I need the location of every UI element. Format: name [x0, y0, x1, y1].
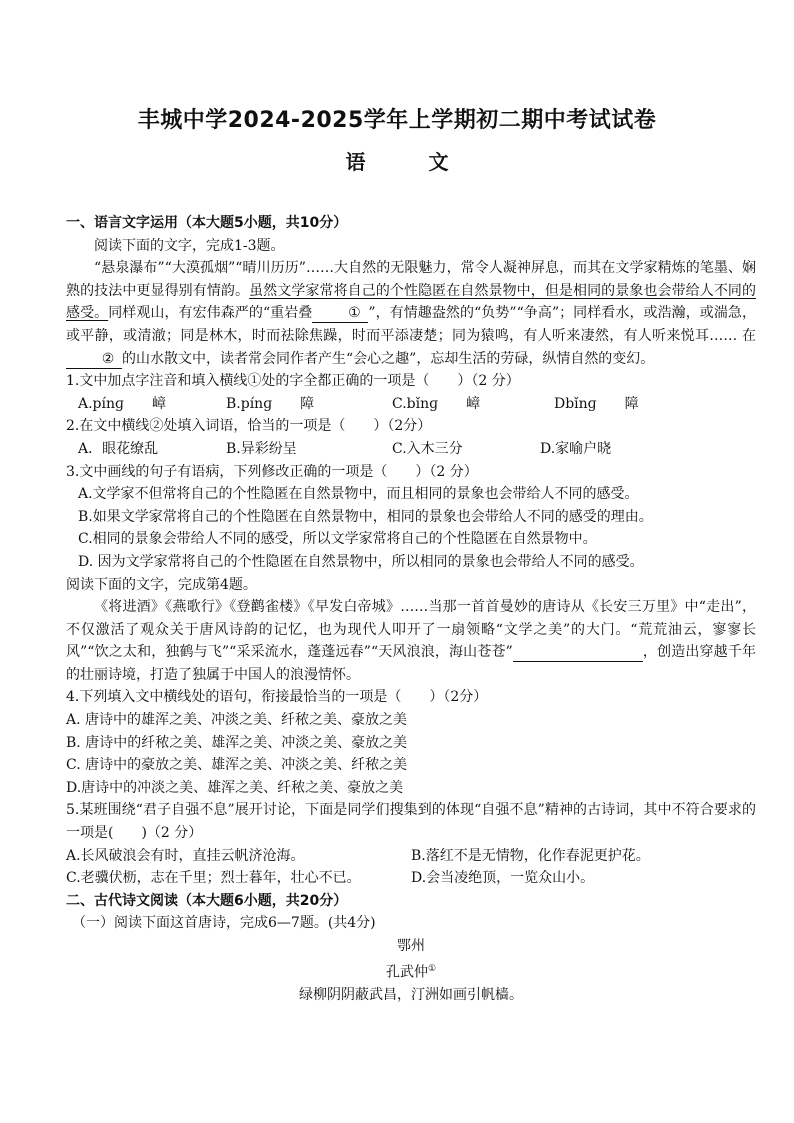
q1-option-d: Dbǐnɡ 障 — [554, 395, 639, 412]
q2-option-b: B.异彩纷呈 — [226, 440, 297, 457]
poem-author — [66, 958, 756, 984]
poem-line-1: 绿柳阴阴蔽武昌，汀洲如画引帆樯。 — [299, 986, 523, 1003]
passage-2-part2: ，创造出穿越千年的壮丽诗境，打造了独属于中国人的浪漫情怀。 — [66, 644, 756, 683]
question-5-options-row-1 — [66, 845, 756, 868]
q5-option-b: B.落红不是无情物，化作春泥更护花。 — [411, 847, 650, 864]
blank-2: ② — [66, 351, 122, 369]
section2-heading: 二、古代诗文阅读（本大题6小题，共20分） — [66, 892, 348, 909]
question-2-options — [66, 438, 756, 461]
section1-instruction-2: 阅读下面的文字，完成第4题。 — [66, 576, 257, 593]
q3-option-b: B.如果文学家常将自己的个性隐匿在自然景物中，相同的景象也会带给人不同的感受的理由。 — [78, 508, 653, 525]
q5-option-d: D.会当凌绝顶，一览众山小。 — [411, 870, 595, 887]
subject-title: 语 文 — [345, 150, 477, 174]
q3-option-a: A.文学家不但常将自己的个性隐匿在自然景物中，而且相同的景象也会带给人不同的感受。 — [78, 486, 639, 503]
q4-option-b: B. 唐诗中的纤秾之美、雄浑之美、冲淡之美、豪放之美 — [66, 734, 408, 751]
section1-heading: 一、语言文字运用（本大题5小题，共10分） — [66, 215, 348, 231]
passage-2 — [66, 596, 756, 686]
poem-author-name: 孔武仲 — [385, 964, 428, 981]
question-4-stem: 4.下列填入文中横线处的语句，衔接最恰当的一项是（ ）（2分） — [66, 689, 488, 706]
poem-title: 鄂州 — [397, 938, 425, 954]
q5-option-a: A.长风破浪会有时，直挂云帆济沧海。 — [66, 847, 305, 864]
question-1-stem: 1.文中加点字注音和填入横线①处的字全都正确的一项是（ ）（2 分） — [66, 373, 520, 390]
exam-title: 丰城中学2024-2025学年上学期初二期中考试试卷 — [137, 108, 657, 133]
q4-option-c: C. 唐诗中的豪放之美、雄浑之美、冲淡之美、纤秾之美 — [66, 757, 408, 774]
q2-option-d: D.家喻户晓 — [540, 440, 612, 457]
passage-2-part1: 《将进酒》《燕歌行》《登鹳雀楼》《早发白帝城》……当那一首首曼妙的唐诗从《长安三万里》中“走出”，不仅激活了观众关于唐风诗韵的记忆，也为现代人叩开了一扇领略“文学之美”的大门。“荒荒油云，寥寥长风”“饮之太和，独鹤与飞”“采采流水，蓬蓬远春”“天风浪浪，海山苍苍” — [66, 599, 756, 661]
q3-option-d: D. 因为文学家常将自己的个性隐匿在自然景物中，所以相同的景象也会带给人不同的感受。 — [78, 553, 644, 570]
poem-author-note: ① — [427, 963, 437, 974]
passage-1-part1: “悬泉瀑布”“大漠孤烟”“晴川历历”……大自然的无限魅力，常令人凝神屏息，而其在文学家精炼的笔墨、娴熟的技法中更显得别有情韵。 — [66, 260, 756, 299]
q5-option-c: C.老骥伏枥，志在千里；烈士暮年，壮心不已。 — [66, 870, 361, 887]
q1-option-a: A.pínɡ 嶂 — [78, 395, 166, 412]
passage-1-underlined-sentence: 虽然文学家常将自己的个性隐匿在自然景物中，但是相同的景象也会带给人不同的感受。 — [66, 282, 757, 322]
q2-option-c: C.入木三分 — [392, 440, 463, 457]
passage-1-part2: 同样观山，有宏伟森严的“重岩叠 — [108, 305, 313, 322]
question-5-options-row-2 — [66, 867, 756, 890]
q1-option-b: B.pínɡ 障 — [226, 395, 315, 412]
blank-1: ① — [312, 305, 368, 323]
passage-1-part3: ”，有情趣盎然的“负势”“争高”；同样看水，或浩瀚，或湍急，或平静，或清澈；同是林木，时而祛除焦躁，时而平添凄楚；同为猿鸣，有人听来凄然，有人听来悦耳…… 在 — [66, 305, 756, 344]
q4-option-a: A. 唐诗中的雄浑之美、冲淡之美、纤秾之美、豪放之美 — [66, 712, 408, 729]
q3-option-c: C.相同的景象会带给人不同的感受，所以文学家常将自己的个性隐匿在自然景物中。 — [78, 531, 597, 548]
passage-1-part4: 的山水散文中，读者常会同作者产生“会心之趣”，忘却生活的劳碌，纵情自然的变幻。 — [122, 350, 655, 367]
question-2-stem: 2.在文中横线②处填入词语，恰当的一项是（ ）（2分） — [66, 418, 432, 435]
question-1-options — [66, 393, 756, 416]
question-5-stem: 5.某班围绕“君子自强不息”展开讨论，下面是同学们搜集到的体现“自强不息”精神的古诗词，其中不符合要求的一项是( )（2 分） — [66, 802, 756, 842]
section1-instruction: 阅读下面的文字，完成1-3题。 — [94, 237, 285, 254]
section2-sub1: （一）阅读下面这首唐诗，完成6—7题。(共4分) — [72, 915, 376, 932]
question-3-stem: 3.文中画线的句子有语病，下列修改正确的一项是（ ）（2 分） — [66, 463, 478, 480]
q2-option-a: A．眼花缭乱 — [78, 440, 159, 457]
passage-1 — [66, 257, 756, 370]
blank-passage-2 — [513, 644, 643, 662]
q4-option-d: D.唐诗中的冲淡之美、雄浑之美、纤秾之美、豪放之美 — [66, 779, 404, 796]
exam-content — [66, 212, 756, 1006]
q1-option-c: C.bǐnɡ 嶂 — [392, 395, 481, 412]
